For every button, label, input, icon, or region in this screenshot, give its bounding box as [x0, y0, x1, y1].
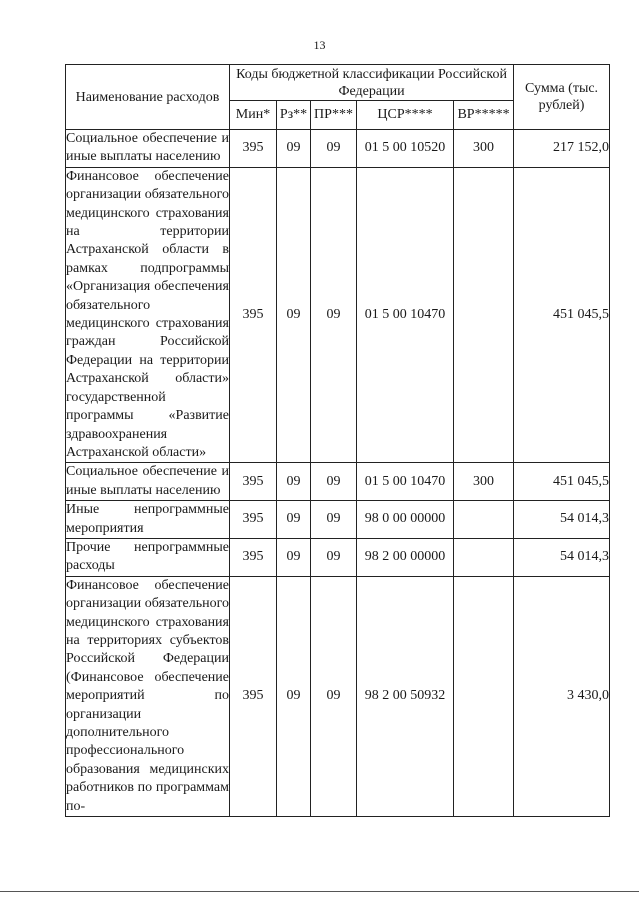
header-codes: Коды бюджетной классификации Российской Федерации [230, 65, 514, 101]
row-name: Финансовое обеспечение организации обязательного медицинского страхования на территории Астраханской области в рамках подпрограммы «Организация обеспечения обязательного медицинского страхования граждан Российской Федерации на территории Астраханской области» государственной программы «Развитие здравоохранения Астраханской области» [66, 167, 230, 463]
row-min: 395 [230, 501, 277, 539]
row-rz: 09 [277, 576, 311, 816]
header-vr: ВР***** [454, 101, 514, 130]
row-sum: 451 045,5 [514, 167, 610, 463]
row-pr: 09 [311, 463, 357, 501]
header-rz: Рз** [277, 101, 311, 130]
row-name: Иные непрограммные мероприятия [66, 501, 230, 539]
header-row [66, 65, 610, 101]
row-csr: 01 5 00 10470 [357, 463, 454, 501]
row-sum: 217 152,0 [514, 130, 610, 168]
row-sum: 3 430,0 [514, 576, 610, 816]
row-pr: 09 [311, 130, 357, 168]
table-row [66, 576, 610, 816]
row-vr: 300 [454, 463, 514, 501]
row-rz: 09 [277, 501, 311, 539]
row-min: 395 [230, 576, 277, 816]
row-min: 395 [230, 463, 277, 501]
row-sum: 451 045,5 [514, 463, 610, 501]
row-name: Социальное обеспечение и иные выплаты населению [66, 463, 230, 501]
row-min: 395 [230, 167, 277, 463]
table-row [66, 167, 610, 463]
table-row [66, 463, 610, 501]
row-csr: 01 5 00 10520 [357, 130, 454, 168]
budget-table [65, 64, 610, 817]
row-name: Финансовое обеспечение организации обязательного медицинского страхования на территориях субъектов Российской Федерации (Финансовое обеспечение мероприятий по организации дополнительного профессионального образования медицинских работников по программам по- [66, 576, 230, 816]
row-pr: 09 [311, 538, 357, 576]
table-row [66, 501, 610, 539]
row-rz: 09 [277, 130, 311, 168]
header-csr: ЦСР**** [357, 101, 454, 130]
row-sum: 54 014,3 [514, 501, 610, 539]
row-vr [454, 167, 514, 463]
row-csr: 98 2 00 50932 [357, 576, 454, 816]
header-sum: Сумма (тыс. рублей) [514, 65, 610, 130]
row-csr: 98 2 00 00000 [357, 538, 454, 576]
row-min: 395 [230, 538, 277, 576]
row-min: 395 [230, 130, 277, 168]
header-name: Наименование расходов [66, 65, 230, 130]
row-csr: 01 5 00 10470 [357, 167, 454, 463]
row-rz: 09 [277, 463, 311, 501]
row-pr: 09 [311, 576, 357, 816]
row-csr: 98 0 00 00000 [357, 501, 454, 539]
row-vr: 300 [454, 130, 514, 168]
row-rz: 09 [277, 167, 311, 463]
table-row [66, 538, 610, 576]
page-number: 13 [313, 38, 326, 52]
row-name: Социальное обеспечение и иные выплаты населению [66, 130, 230, 168]
row-vr [454, 576, 514, 816]
row-pr: 09 [311, 167, 357, 463]
page-bottom-edge [0, 891, 639, 892]
row-vr [454, 538, 514, 576]
row-sum: 54 014,3 [514, 538, 610, 576]
header-min: Мин* [230, 101, 277, 130]
header-pr: ПР*** [311, 101, 357, 130]
row-rz: 09 [277, 538, 311, 576]
row-name: Прочие непрограммные расходы [66, 538, 230, 576]
table-row [66, 130, 610, 168]
row-vr [454, 501, 514, 539]
row-pr: 09 [311, 501, 357, 539]
